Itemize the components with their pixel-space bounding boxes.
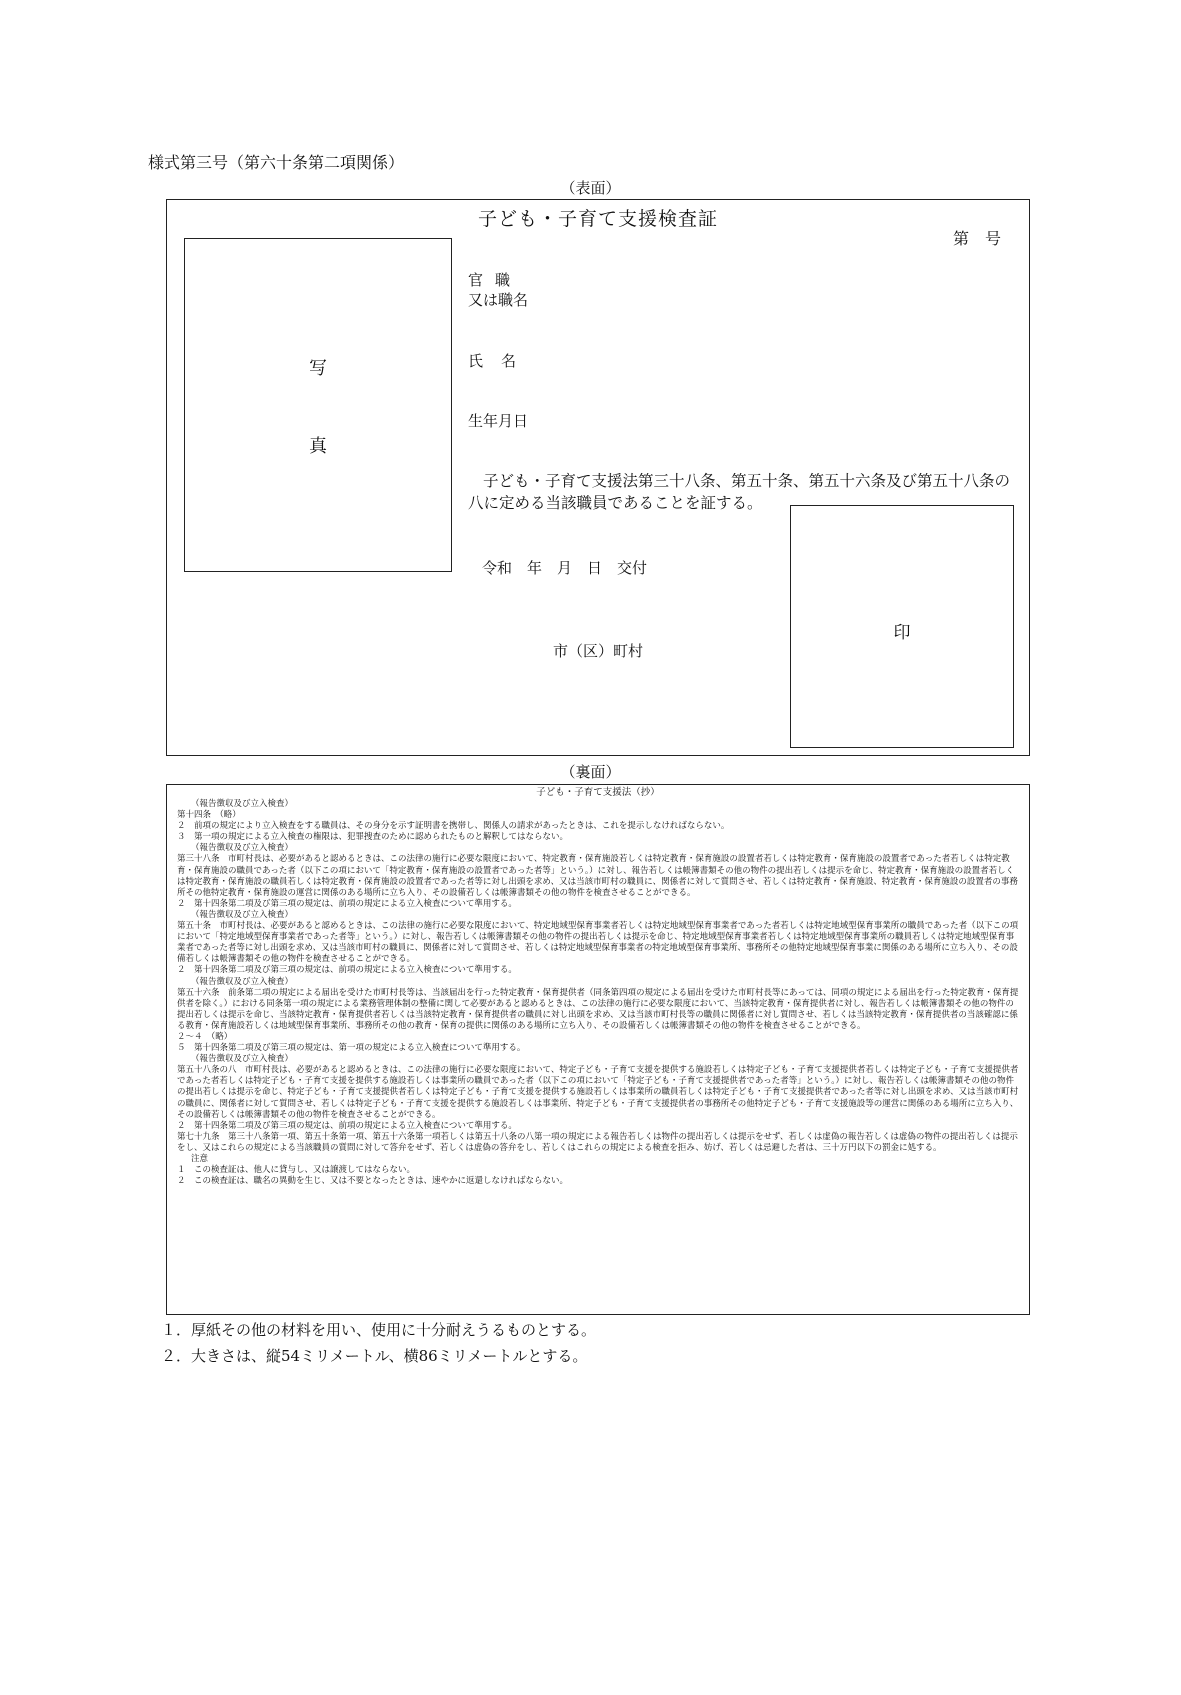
law-line: 第十四条 （略） — [177, 810, 241, 821]
back-card — [166, 784, 1030, 1315]
law-line: 第五十条 市町村長は、必要があると認めるときは、この法律の施行に必要な限度において、特定地域型保育事業者若しくは特定地域型保育事業者であった者若しくは特定地域型保育事業所の職員であった者（以下この項において「特定地域型保育事業者であった者等」という。）に対し、報告若しくは帳簿書類その他の物件の提出若しくは提示を命じ、特定地域型保育事業者若しくは特定地域型保育事業所の職員若しくは特定地域型保育事業者であった者等に対し出頭を求め、又は当該市町村の職員に、関係者に対して質問させ、若しくは特定地域型保育事業者の特定地域型保育事業所、事務所その他特定地域型保育事業に関係のある場所に立ち入り、その設備若しくは帳簿書類その他の物件を検査させることができる。 — [177, 921, 1019, 965]
law-line: （報告徴収及び立入検査） — [191, 799, 294, 809]
card-number: 第 号 — [952, 229, 1001, 248]
card-title: 子ども・子育て支援検査証 — [477, 208, 718, 230]
law-line: ２～４ （略） — [177, 1031, 233, 1042]
law-line: （報告徴収及び立入検査） — [191, 909, 294, 920]
law-line: 第五十八条の八 市町村長は、必要があると認めるときは、この法律の施行に必要な限度において、特定子ども・子育て支援を提供する施設若しくは特定子ども・子育て支援提供者若しくは特定子ども・子育て支援提供者であった者若しくは特定子ども・子育て支援を提供する施設若しくは事業所の職員であった者（以下この項において「特定子ども・子育て支援提供者であった者等」という。）に対し、報告若しくは帳簿書類その他の物件の提出若しくは提示を命じ、特定子ども・子育て支援提供者若しくは特定子ども・子育て支援を提供する施設若しくは事業所の職員若しくは特定子ども・子育て支援提供者であった者等に対し出頭を求め、又は当該市町村の職員に、関係者に対して質問させ、若しくは特定子ども・子育て支援を提供する施設若しくは事業所、特定子ども・子育て支援提供者の事務所その他特定子ども・子育て支援施設等の運営に関係のある場所に立ち入り、その設備若しくは帳簿書類その他の物件を検査させることができる。 — [177, 1065, 1019, 1120]
issue-date-line: 令和 年 月 日 交付 — [482, 559, 648, 577]
certification-text: 子ども・子育て支援法第三十八条、第五十条、第五十六条及び第五十八条の八に定める当該職員であることを証する。 — [468, 472, 1011, 512]
law-line: ２ 第十四条第二項及び第三項の規定は、前項の規定による立入検査について準用する。 — [177, 965, 517, 976]
note-1: １．厚紙その他の材料を用い、使用に十分耐えうるものとする。 — [161, 1321, 597, 1339]
law-excerpt-body — [167, 799, 1029, 1187]
front-caption: （表面） — [560, 179, 621, 197]
law-line: 第七十九条 第三十八条第一項、第五十条第一項、第五十六条第一項若しくは第五十八条の八第一項の規定による報告若しくは物件の提出若しくは提示をせず、若しくは虚偽の報告若しくは虚偽の物件の提出若しくは提示をし、又はこれらの規定による当該職員の質問に対して答弁をせず、若しくは虚偽の答弁をし、若しくはこれらの規定による検査を拒み、妨げ、若しくは忌避した者は、三十万円以下の罰金に処する。 — [177, 1131, 1018, 1153]
back-caption: （裏面） — [560, 763, 621, 781]
law-line: ２ 前項の規定により立入検査をする職員は、その身分を示す証明書を携帯し、関係人の請求があったときは、これを提示しなければならない。 — [177, 821, 730, 832]
law-line: ２ 第十四条第二項及び第三項の規定は、前項の規定による立入検査について準用する。 — [177, 1120, 517, 1131]
photo-label-2: 真 — [309, 436, 327, 457]
photo-label-1: 写 — [309, 358, 327, 379]
law-line: 第五十六条 前条第二項の規定による届出を受けた市町村長等は、当該届出を行った特定教育・保育提供者（同条第四項の規定による届出を受けた市町村長等にあっては、同項の規定による届出を行った特定教育・保育提供者を除く。）における同条第一項の規定による業務管理体制の整備に関して必要があると認めるときは、この法律の施行に必要な限度において、当該特定教育・保育提供者に対し、報告若しくは帳簿書類その他の物件の提出若しくは提示を命じ、当該特定教育・保育提供者若しくは当該特定教育・保育提供者の職員に対し出頭を求め、又は当該市町村長等の職員に関係者に対し質問させ、若しくは当該特定教育・保育提供者の当該確認に係る教育・保育施設若しくは地域型保育事業所、事務所その他の教育・保育の提供に関係のある場所に立ち入り、その設備若しくは帳簿書類その他の物件を検査させることができる。 — [177, 987, 1019, 1031]
law-line: ３ 第一項の規定による立入検査の権限は、犯罪捜査のために認められたものと解釈してはならない。 — [177, 832, 569, 843]
field-dob-label: 生年月日 — [468, 412, 529, 430]
form-label: 様式第三号（第六十条第二項関係） — [148, 153, 405, 172]
law-line: （報告徴収及び立入検査） — [191, 976, 294, 987]
note-2: ２．大きさは、縦54ミリメートル、横86ミリメートルとする。 — [161, 1347, 588, 1365]
front-card — [166, 199, 1030, 756]
law-line: ５ 第十四条第二項及び第三項の規定は、第一項の規定による立入検査について準用する。 — [177, 1043, 526, 1054]
law-line: （報告徴収及び立入検査） — [191, 843, 294, 854]
law-line: 注意 — [191, 1154, 209, 1164]
law-line: （報告徴収及び立入検査） — [191, 1054, 294, 1065]
field-title-label: 官職 — [468, 271, 523, 289]
law-line: １ この検査証は、他人に貸与し、又は譲渡してはならない。 — [177, 1165, 416, 1176]
photo-box — [184, 238, 452, 572]
law-line: ２ 第十四条第二項及び第三項の規定は、前項の規定による立入検査について準用する。 — [177, 898, 517, 909]
law-excerpt-title: 子ども・子育て支援法（抄） — [536, 787, 660, 798]
seal-box — [790, 505, 1014, 748]
law-line: ２ この検査証は、職名の異動を生じ、又は不要となったときは、速やかに返還しなければならない。 — [177, 1176, 569, 1187]
field-title-label-2: 又は職名 — [468, 291, 529, 309]
field-name-label: 氏名 — [468, 352, 535, 370]
seal-label: 印 — [893, 623, 911, 643]
law-line: 第三十八条 市町村長は、必要があると認めるときは、この法律の施行に必要な限度において、特定教育・保育施設若しくは特定教育・保育施設の設置者若しくは特定教育・保育施設の設置者であった者若しくは特定教育・保育施設の職員であった者（以下この項において「特定教育・保育施設の設置者であった者等」という。）に対し、報告若しくは帳簿書類その他の物件の提出若しくは提示を命じ、特定教育・保育施設の設置者若しくは特定教育・保育施設の職員若しくは特定教育・保育施設の設置者であった者等に対し出頭を求め、又は当該市町村の職員に、関係者に対して質問させ、若しくは特定教育・保育施設、特定教育・保育施設の設置者の事務所その他特定教育・保育施設の運営に関係のある場所に立ち入り、その設備若しくは帳簿書類その他の物件を検査させることができる。 — [177, 854, 1018, 898]
municipality-label: 市（区）町村 — [553, 642, 644, 660]
